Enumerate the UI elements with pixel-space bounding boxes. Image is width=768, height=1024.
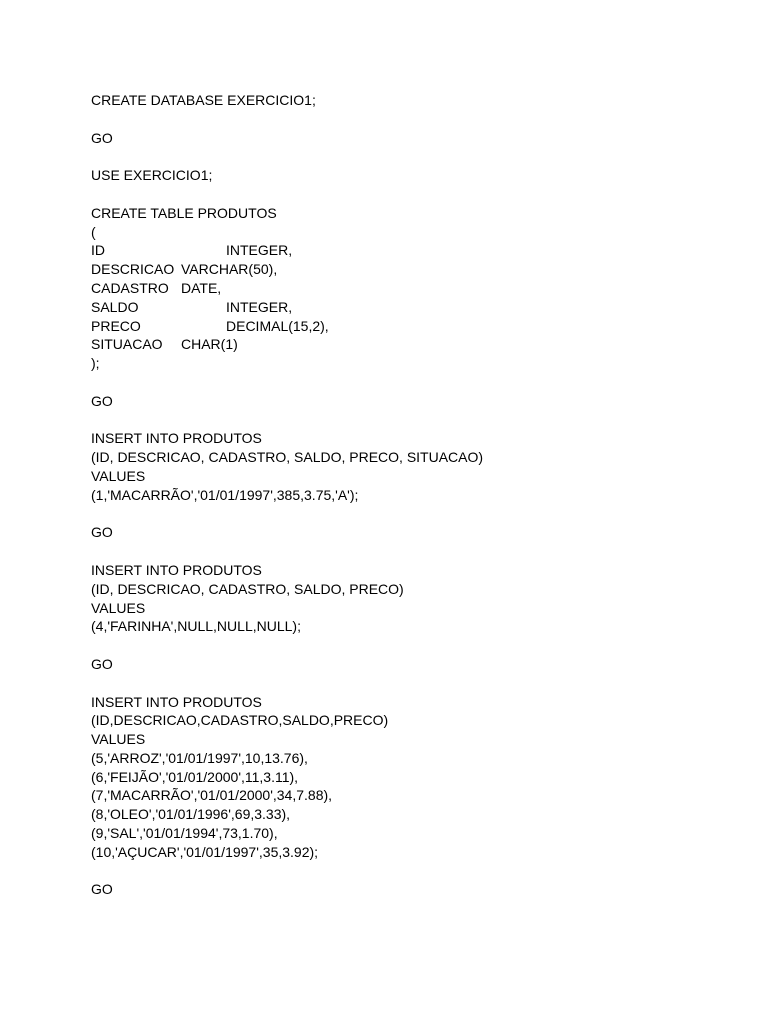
values-keyword-line: VALUES — [91, 467, 146, 484]
blank-line — [91, 542, 731, 561]
sql-document — [91, 91, 731, 899]
insert-columns-line: (ID, DESCRICAO, CADASTRO, SALDO, PRECO, SITUACAO) — [91, 449, 484, 466]
values-keyword-line: VALUES — [91, 599, 146, 616]
insert-into-line: INSERT INTO PRODUTOS — [91, 693, 262, 710]
column-def-cadastro — [91, 279, 731, 298]
go-line: GO — [91, 524, 113, 541]
values-row: (10,'AÇUCAR','01/01/1997',35,3.92); — [91, 843, 319, 860]
blank-line — [91, 674, 731, 693]
column-def-descricao — [91, 260, 731, 279]
insert-columns-line: (ID, DESCRICAO, CADASTRO, SALDO, PRECO) — [91, 580, 404, 597]
blank-line — [91, 185, 731, 204]
column-name: SALDO — [91, 298, 139, 315]
use-database-line: USE EXERCICIO1; — [91, 167, 213, 184]
go-line: GO — [91, 129, 113, 146]
insert-columns-line: (ID,DESCRICAO,CADASTRO,SALDO,PRECO) — [91, 712, 389, 729]
values-keyword-line: VALUES — [91, 731, 146, 748]
go-line: GO — [91, 655, 113, 672]
column-name: ID — [91, 242, 105, 259]
blank-line — [91, 373, 731, 392]
column-name: PRECO — [91, 317, 141, 334]
values-row: (1,'MACARRÃO','01/01/1997',385,3.75,'A'); — [91, 486, 359, 503]
values-row: (5,'ARROZ','01/01/1997',10,13.76), — [91, 749, 308, 766]
blank-line — [91, 505, 731, 524]
open-paren-line: ( — [91, 223, 96, 240]
values-row: (4,'FARINHA',NULL,NULL,NULL); — [91, 618, 301, 635]
values-row: (8,'OLEO','01/01/1996',69,3.33), — [91, 806, 291, 823]
column-type: VARCHAR(50), — [181, 261, 278, 278]
close-paren-line: ); — [91, 355, 100, 372]
blank-line — [91, 636, 731, 655]
insert-into-line: INSERT INTO PRODUTOS — [91, 430, 262, 447]
values-row: (9,'SAL','01/01/1994',73,1.70), — [91, 825, 278, 842]
blank-line — [91, 110, 731, 129]
column-def-situacao — [91, 335, 731, 354]
values-row: (6,'FEIJÃO','01/01/2000',11,3.11), — [91, 768, 299, 785]
column-def-id — [91, 241, 731, 260]
blank-line — [91, 862, 731, 881]
column-type: DATE, — [181, 279, 222, 296]
go-line: GO — [91, 881, 113, 898]
create-table-line: CREATE TABLE PRODUTOS — [91, 204, 277, 221]
column-name: CADASTRO — [91, 279, 169, 296]
column-type: INTEGER, — [226, 242, 293, 259]
column-def-preco — [91, 317, 731, 336]
blank-line — [91, 411, 731, 430]
blank-line — [91, 147, 731, 166]
column-name: SITUACAO — [91, 336, 163, 353]
insert-into-line: INSERT INTO PRODUTOS — [91, 561, 262, 578]
go-line: GO — [91, 392, 113, 409]
column-def-saldo — [91, 298, 731, 317]
column-type: DECIMAL(15,2), — [226, 317, 329, 334]
values-row: (7,'MACARRÃO','01/01/2000',34,7.88), — [91, 787, 333, 804]
create-database-line: CREATE DATABASE EXERCICIO1; — [91, 92, 316, 108]
column-name: DESCRICAO — [91, 261, 175, 278]
column-type: CHAR(1) — [181, 336, 238, 353]
column-type: INTEGER, — [226, 298, 293, 315]
